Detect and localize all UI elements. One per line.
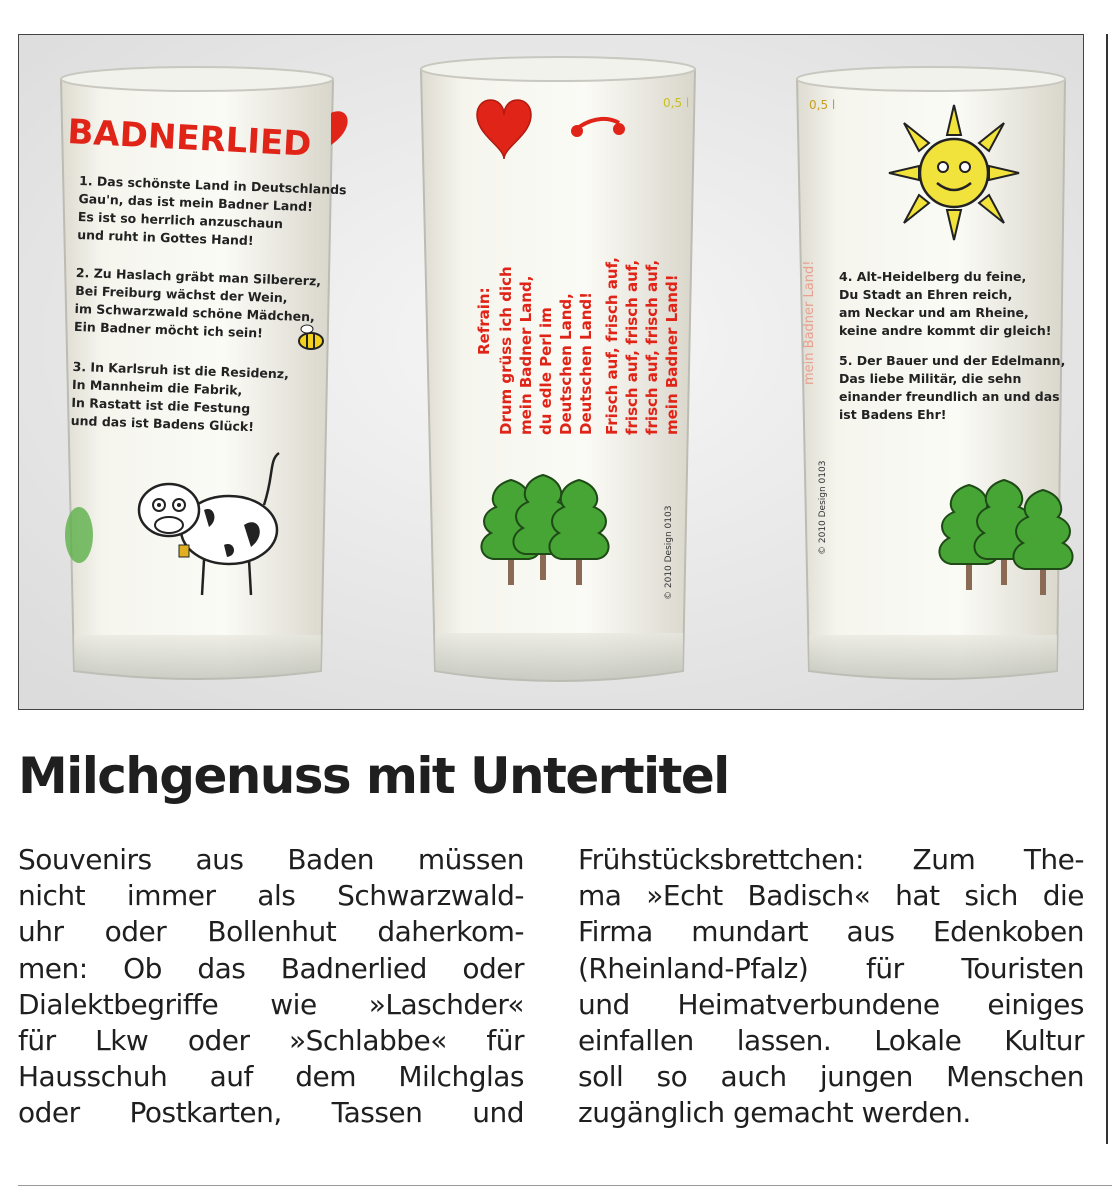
photo-milk-glasses [19, 35, 1084, 710]
glass1-verse-line: Ein Badner möcht ich sein! [73, 318, 264, 341]
body-line: Frühstücksbrettchen: Zum The- [578, 843, 1084, 876]
glass1-verse-line: und das ist Badens Glück! [70, 412, 255, 435]
column-rule [1106, 34, 1108, 1144]
glass1-verse-line: und ruht in Gottes Hand! [77, 226, 254, 249]
body-line: Firma mundart aus Edenkoben [578, 915, 1084, 949]
body-line: uhr oder Bollenhut daherkom- [18, 915, 524, 949]
body-line: und Heimatverbundene einiges [578, 987, 1084, 1021]
glass3-capacity: 0,5 l [809, 98, 836, 112]
body-line: ma »Echt Badisch« hat sich die [578, 879, 1084, 913]
glass-right [797, 67, 1073, 679]
glass1-verse-line: im Schwarzwald schöne Mädchen, [74, 300, 316, 325]
glass1-verse-line: Es ist so herrlich anzuschaun [77, 208, 284, 232]
glass2-capacity: 0,5 l [663, 96, 690, 110]
glass2-refrain-line: Frisch auf, frisch auf, [603, 257, 621, 435]
glass3-verse-line: ist Badens Ehr! [839, 407, 947, 422]
body-line: Dialektbegriffe wie »Laschder« [18, 987, 524, 1021]
glass3-verse-line: 4. Alt-Heidelberg du feine, [839, 269, 1027, 284]
glass3-verse-line: Du Stadt an Ehren reich, [839, 287, 1013, 302]
glass3-side-text: mein Badner Land! [802, 260, 817, 385]
bottom-rule [18, 1185, 1112, 1186]
glass1-verse-line: In Rastatt ist die Festung [71, 394, 251, 417]
glass1-verse-line: 2. Zu Haslach gräbt man Silbererz, [75, 264, 322, 289]
glass2-refrain-line: mein Badner Land! [663, 274, 681, 435]
glass2-refrain-line: Refrain: [475, 287, 493, 355]
glass2-refrain-line: du edle Perl im [537, 307, 555, 435]
body-line: zugänglich gemacht werden. [578, 1096, 971, 1130]
glass1-verse-line: Bei Freiburg wächst der Wein, [75, 282, 288, 306]
body-line: nicht immer als Schwarzwald- [18, 879, 524, 913]
glass2-refrain-line: Drum grüss ich dich [497, 266, 515, 435]
glass2-refrain-line: frisch auf, frisch auf, [623, 259, 641, 435]
glass1-verse-line: 3. In Karlsruh ist die Residenz, [72, 358, 290, 382]
glass1-verse-line: In Mannheim die Fabrik, [71, 376, 243, 398]
body-line: Souvenirs aus Baden müssen [18, 843, 524, 876]
glass2-copyright: © 2010 Design 0103 [664, 505, 674, 600]
glass3-verse-line: am Neckar und am Rheine, [839, 305, 1029, 320]
glass2-refrain-line: mein Badner Land, [517, 275, 535, 435]
body-line: oder Postkarten, Tassen und [18, 1096, 524, 1130]
glass3-verse-line: keine andre kommt dir gleich! [839, 323, 1052, 338]
glass3-verse-line: Das liebe Militär, die sehn [839, 371, 1022, 386]
glass1-title: BADNERLIED [66, 112, 313, 165]
body-line: men: Ob das Badnerlied oder [18, 951, 524, 985]
glass2-refrain-line: Deutschen Land, [557, 293, 575, 435]
glass2-refrain-line: frisch auf, frisch auf, [643, 259, 661, 435]
glass1-verse-line: Gau'n, das ist mein Badner Land! [78, 190, 314, 215]
glass3-verse-line: 5. Der Bauer und der Edelmann, [839, 353, 1066, 368]
article-photo [18, 34, 1084, 710]
body-line: Hausschuh auf dem Milchglas [18, 1060, 524, 1094]
body-line: einfallen lassen. Lokale Kultur [578, 1024, 1084, 1058]
article-headline: Milchgenuss mit Untertitel [18, 747, 729, 805]
glass3-copyright: © 2010 Design 0103 [818, 460, 828, 555]
glass3-verse-line: einander freundlich an und das [839, 389, 1060, 404]
glass-middle [421, 57, 695, 681]
body-line: (Rheinland-Pfalz) für Touristen [578, 951, 1084, 985]
body-line: soll so auch jungen Menschen [578, 1060, 1084, 1094]
glass-left [61, 67, 348, 679]
glass2-refrain-line: Deutschen Land! [577, 292, 595, 435]
article-column-right [578, 842, 1084, 1132]
glass1-verse-line: 1. Das schönste Land in Deutschlands [78, 173, 347, 198]
article-column-left [18, 842, 524, 1132]
body-line: für Lkw oder »Schlabbe« für [18, 1024, 524, 1058]
